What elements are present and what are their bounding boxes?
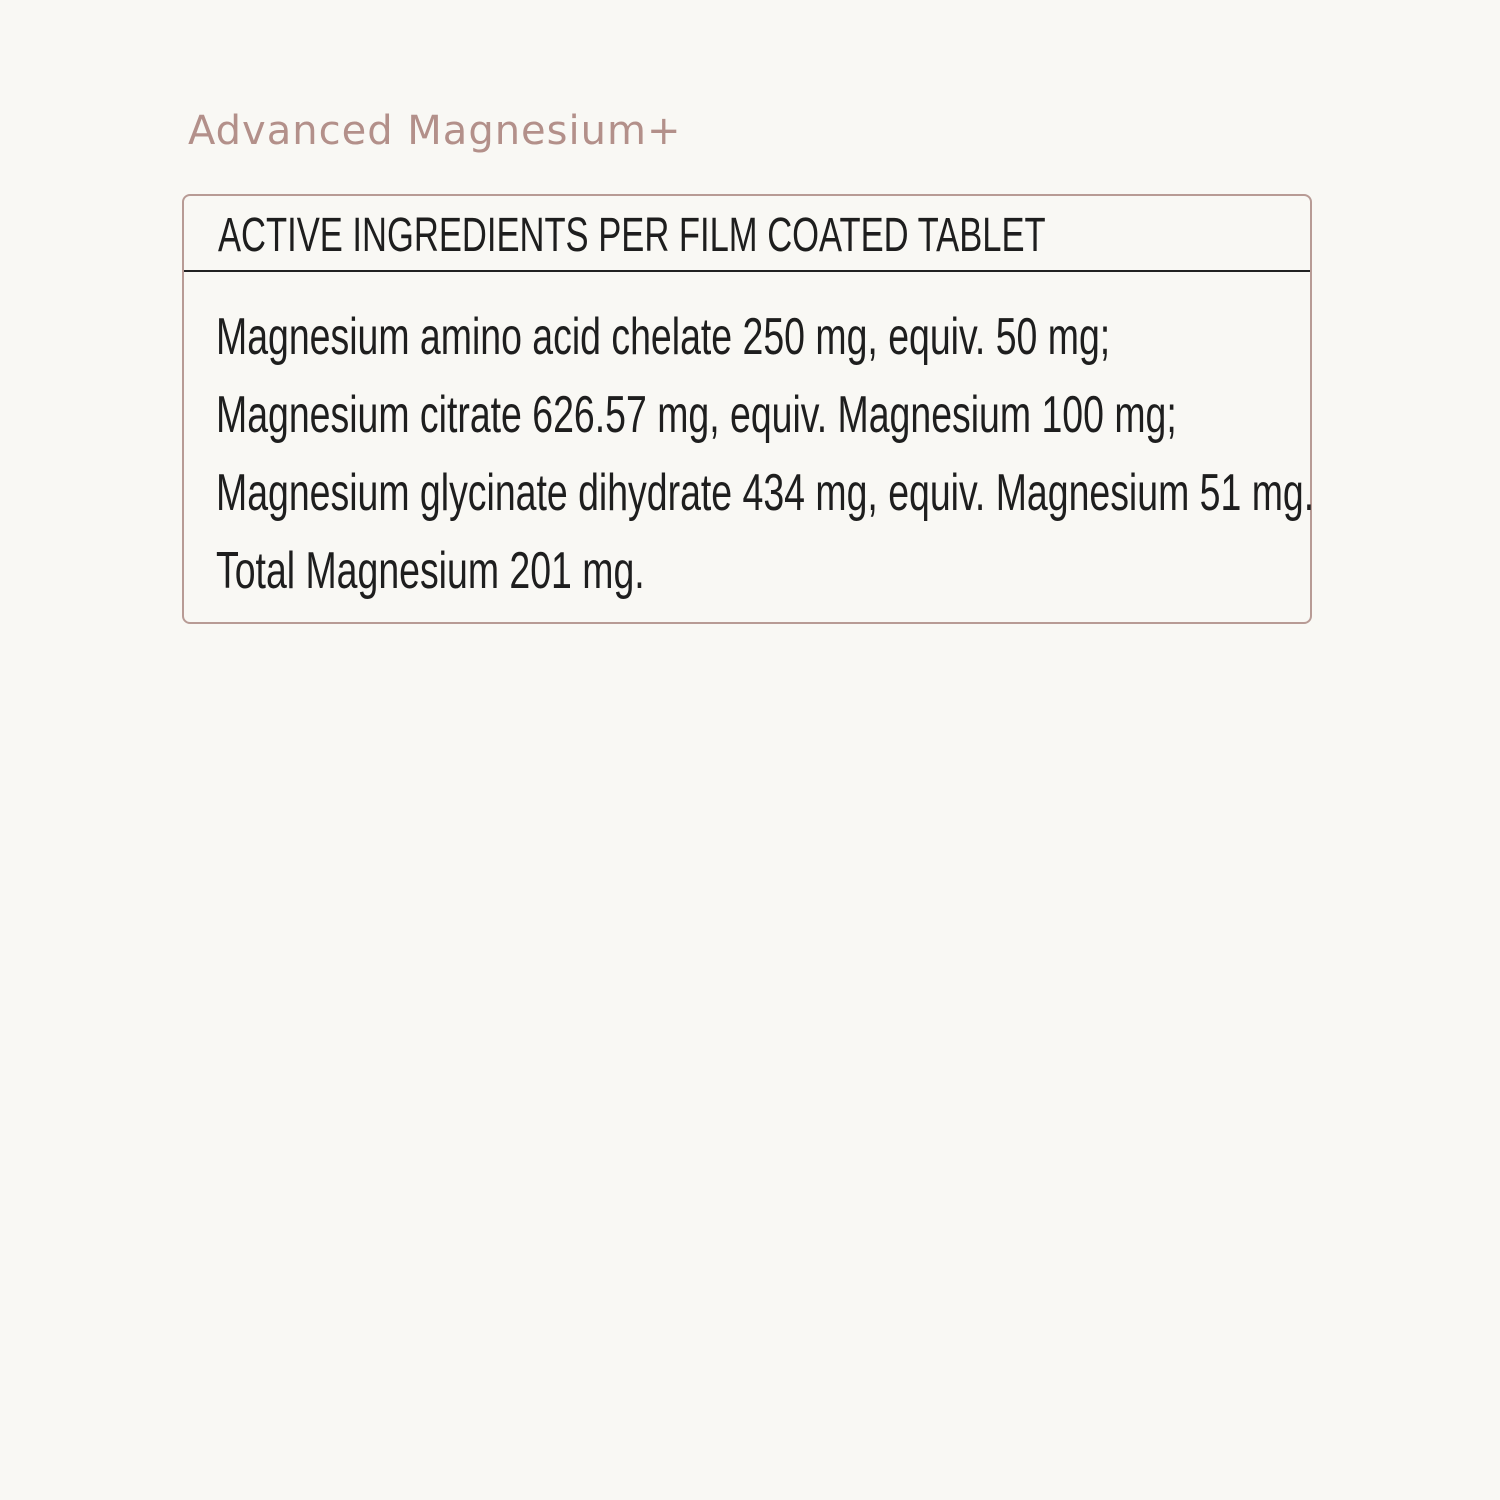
ingredients-heading: ACTIVE INGREDIENTS PER FILM COATED TABLET	[218, 209, 1046, 262]
ingredient-line-magnesium-glycinate: Magnesium glycinate dihydrate 434 mg, equiv. Magnesium 51 mg.	[216, 464, 1315, 522]
ingredients-panel	[182, 194, 1315, 624]
ingredient-list	[216, 306, 1500, 618]
product-title: Advanced Magnesium+	[188, 108, 682, 154]
ingredient-line-total-magnesium: Total Magnesium 201 mg.	[216, 542, 645, 600]
ingredient-line-magnesium-citrate: Magnesium citrate 626.57 mg, equiv. Magnesium 100 mg;	[216, 386, 1177, 444]
ingredients-panel-header	[184, 196, 1310, 272]
ingredient-line-magnesium-amino-acid-chelate: Magnesium amino acid chelate 250 mg, equiv. 50 mg;	[216, 308, 1111, 366]
